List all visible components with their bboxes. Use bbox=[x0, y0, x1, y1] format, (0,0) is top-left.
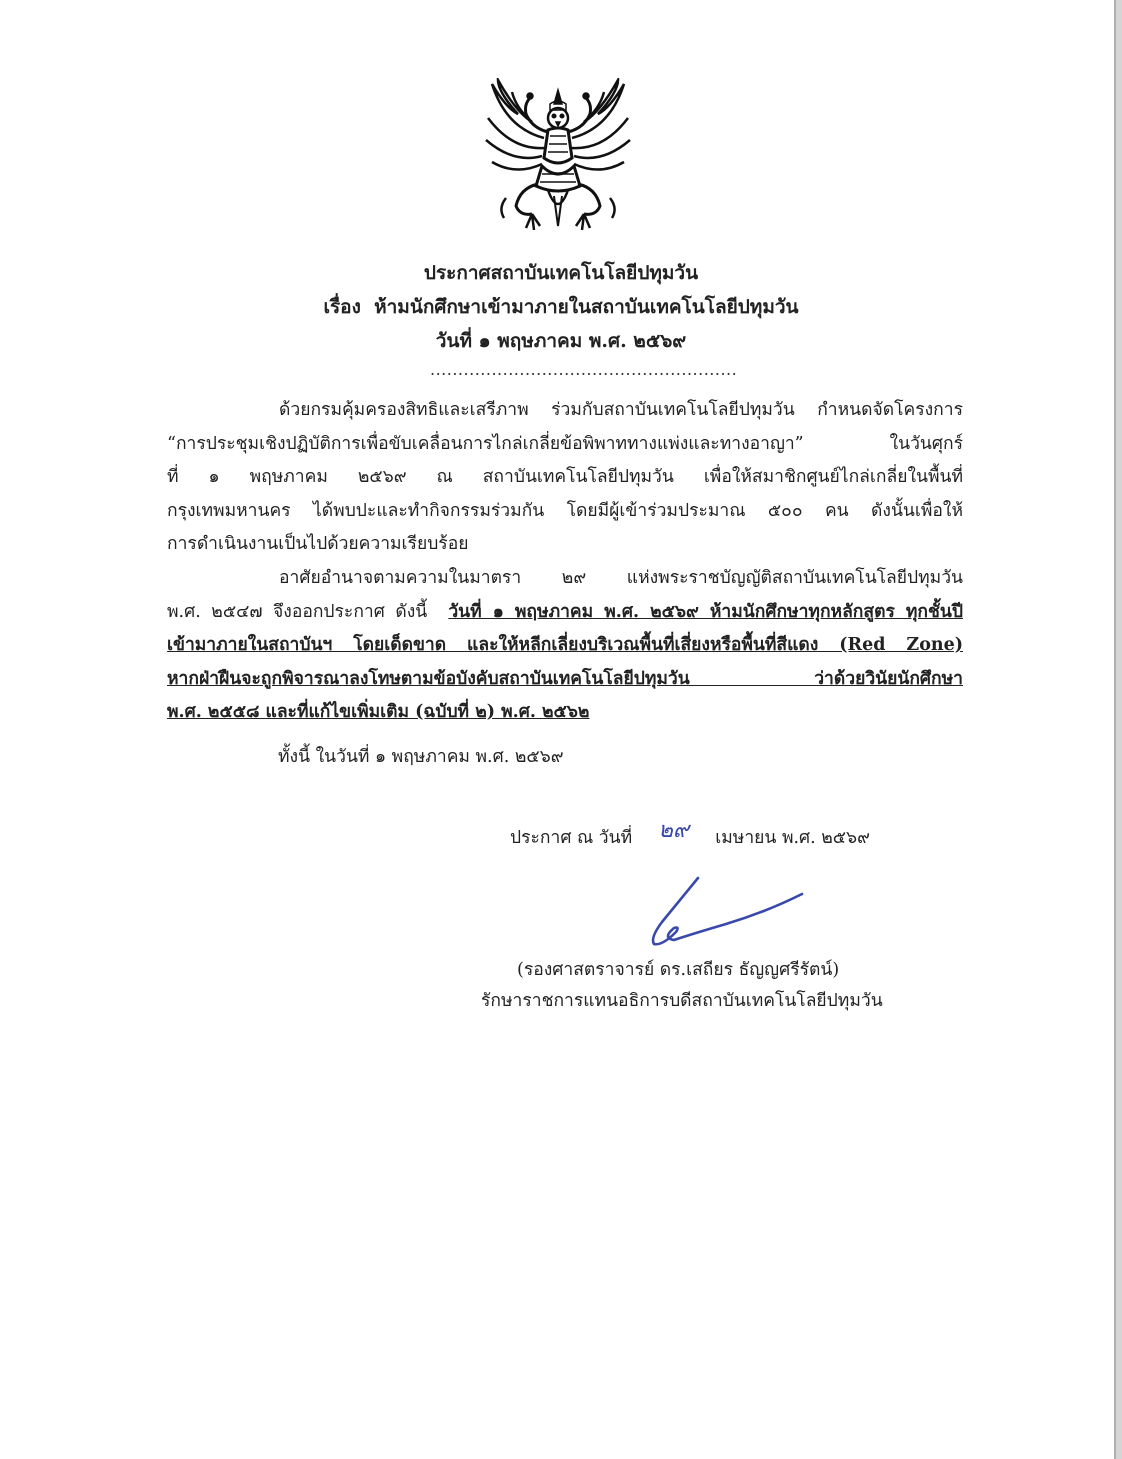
paragraph-2-line: อาศัยอำนาจตามความในมาตรา ๒๙ แห่งพระราชบัญญัติสถาบันเทคโนโลยีปทุมวัน bbox=[279, 568, 963, 588]
paragraph-2-emphasis-line: พ.ศ. ๒๕๕๘ และที่แก้ไขเพิ่มเติม (ฉบับที่ ๒) พ.ศ. ๒๕๖๒ bbox=[167, 702, 590, 722]
paragraph-1-line: ด้วยกรมคุ้มครองสิทธิและเสรีภาพ ร่วมกับสถาบันเทคโนโลยีปทุมวัน กำหนดจัดโครงการ bbox=[279, 400, 963, 420]
announcement-subject bbox=[0, 292, 1122, 322]
signatory-name: (รองศาสตราจารย์ ดร.เสถียร ธัญญศรีรัตน์) bbox=[517, 960, 840, 980]
garuda-emblem-icon bbox=[476, 78, 640, 240]
paragraph-2-emphasis-line: เข้ามาภายในสถาบันฯ โดยเด็ดขาด และให้หลีกเลี่ยงบริเวณพื้นที่เสี่ยงหรือพื้นที่สีแดง (Red Zone) bbox=[167, 635, 963, 655]
paragraph-1-line: ที่ ๑ พฤษภาคม ๒๕๖๙ ณ สถาบันเทคโนโลยีปทุมวัน เพื่อให้สมาชิกศูนย์ไกล่เกลี่ยในพื้นที่ bbox=[167, 467, 963, 487]
paragraph-2-plain-text: พ.ศ. ๒๕๔๗ จึงออกประกาศ ดังนี้ bbox=[167, 601, 428, 622]
announcement-title: ประกาศสถาบันเทคโนโลยีปทุมวัน bbox=[423, 262, 699, 284]
paragraph-1-line: “การประชุมเชิงปฏิบัติการเพื่อขับเคลื่อนการไกล่เกลี่ยข้อพิพาททางแพ่งและทางอาญา” ในวันศุกร์ bbox=[167, 433, 963, 454]
paragraph-1 bbox=[167, 394, 963, 562]
paragraph-2-line bbox=[167, 596, 963, 630]
issued-prefix: ประกาศ ณ วันที่ bbox=[510, 828, 633, 848]
subject-text: ห้ามนักศึกษาเข้ามาภายในสถาบันเทคโนโลยีปทุมวัน bbox=[374, 296, 799, 318]
header-separator: ....................................................... bbox=[430, 360, 738, 379]
handwritten-signature-icon bbox=[636, 872, 812, 954]
paragraph-2-emphasis: วันที่ ๑ พฤษภาคม พ.ศ. ๒๕๖๙ ห้ามนักศึกษาทุกหลักสูตร ทุกชั้นปี bbox=[448, 601, 963, 622]
announcement-date: วันที่ ๑ พฤษภาคม พ.ศ. ๒๕๖๙ bbox=[435, 330, 687, 352]
page-edge bbox=[1116, 0, 1122, 1459]
signatory-position: รักษาราชการแทนอธิการบดีสถาบันเทคโนโลยีปทุมวัน bbox=[481, 991, 883, 1011]
paragraph-1-line: กรุงเทพมหานคร ได้พบปะและทำกิจกรรมร่วมกัน โดยมีผู้เข้าร่วมประมาณ ๕๐๐ คน ดังนั้นเพื่อให้ bbox=[167, 500, 963, 521]
closing-statement: ทั้งนี้ ในวันที่ ๑ พฤษภาคม พ.ศ. ๒๕๖๙ bbox=[278, 747, 564, 767]
paragraph-2-emphasis-line: หากฝ่าฝืนจะถูกพิจารณาลงโทษตามข้อบังคับสถาบันเทคโนโลยีปทุมวัน ว่าด้วยวินัยนักศึกษา bbox=[167, 668, 963, 689]
paragraph-2 bbox=[167, 562, 963, 730]
paragraph-1-line: การดำเนินงานเป็นไปด้วยความเรียบร้อย bbox=[167, 534, 469, 554]
issued-day-handwritten: ๒๙ bbox=[658, 818, 690, 843]
issued-date-line bbox=[510, 818, 870, 853]
subject-label: เรื่อง bbox=[323, 296, 361, 318]
issued-suffix: เมษายน พ.ศ. ๒๕๖๙ bbox=[715, 828, 870, 848]
